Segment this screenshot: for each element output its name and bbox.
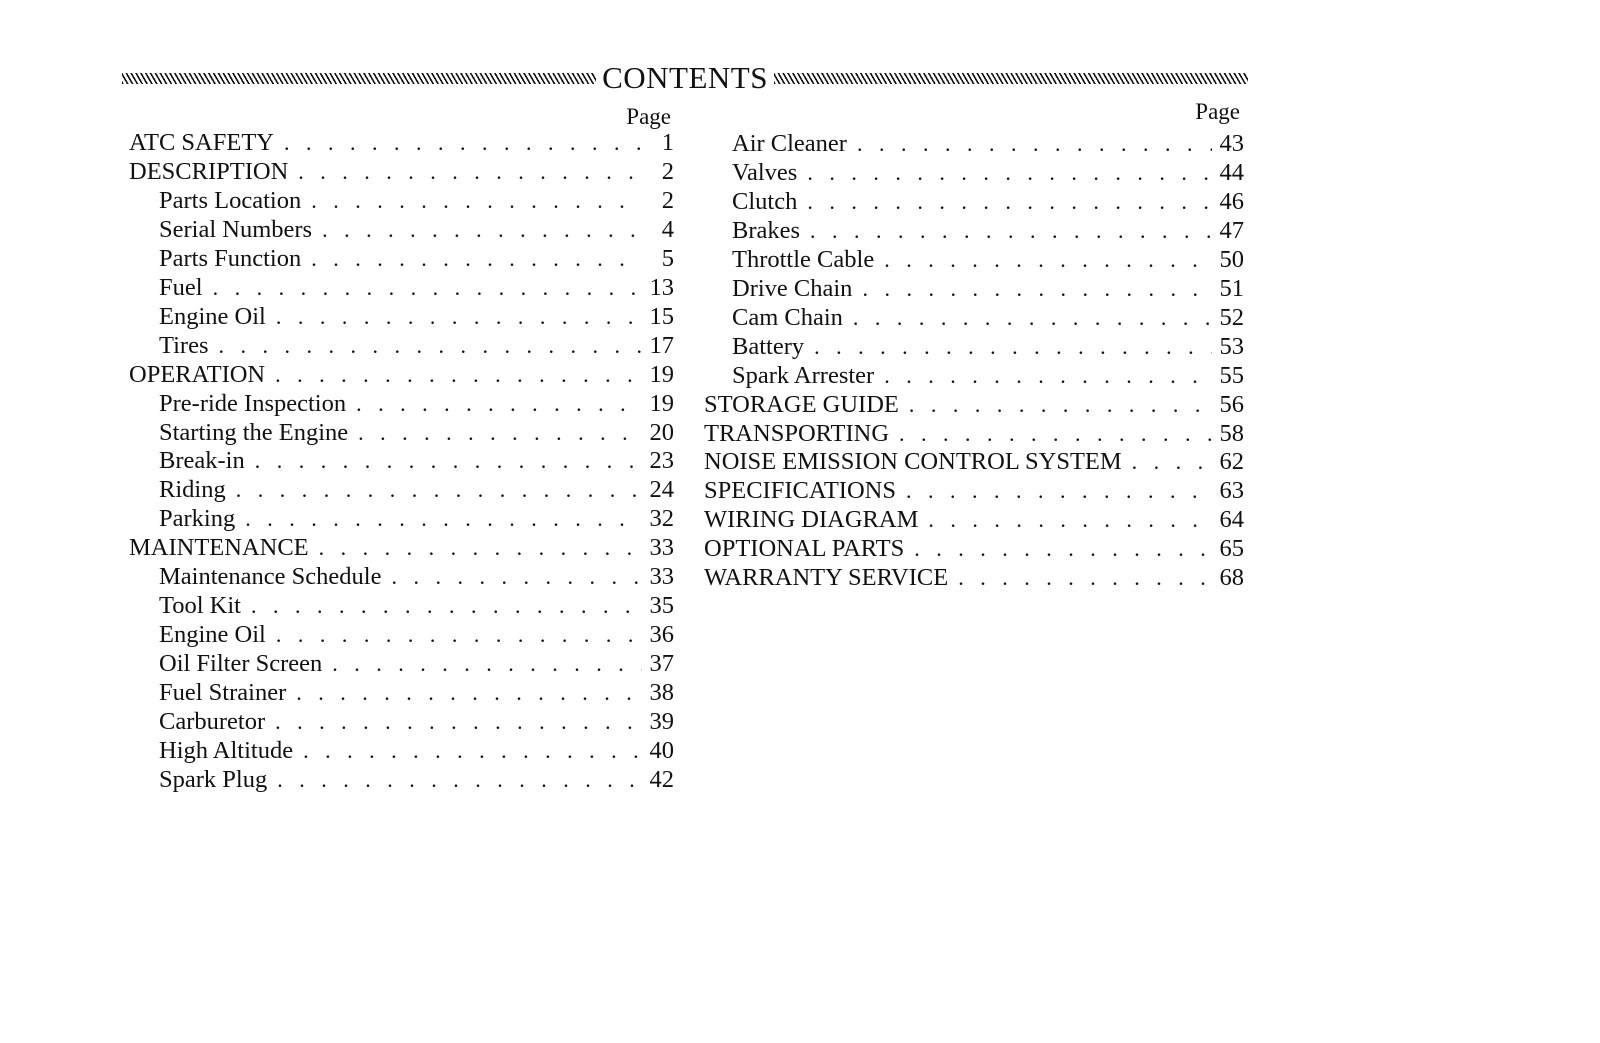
toc-entry[interactable] [704, 187, 1244, 217]
toc-entry[interactable] [129, 562, 674, 592]
toc-entry-label: Carburetor [159, 708, 266, 735]
toc-entry-label: Fuel [159, 273, 203, 301]
dot-leader [906, 476, 1212, 506]
toc-entry-label: Break-in [159, 447, 245, 475]
toc-entry[interactable] [129, 736, 674, 766]
dot-leader [928, 505, 1211, 535]
toc-entry-label: Air Cleaner [732, 130, 847, 157]
toc-entry-label: ATC SAFETY [129, 129, 274, 156]
toc-entry-page-number: 36 [649, 621, 674, 649]
toc-entry[interactable] [129, 533, 674, 563]
toc-entry-page-number: 23 [649, 447, 674, 475]
toc-entry-label: SPECIFICATIONS [704, 477, 896, 505]
toc-entry-page-number: 62 [1219, 448, 1244, 476]
dot-leader [356, 389, 641, 419]
dot-leader [899, 419, 1211, 449]
toc-entry-page-number: 39 [649, 708, 674, 735]
toc-entry[interactable] [129, 157, 674, 187]
toc-entry[interactable] [704, 390, 1244, 420]
dot-leader [1132, 447, 1212, 477]
toc-entry[interactable] [704, 505, 1244, 535]
toc-entry[interactable] [704, 129, 1244, 159]
toc-entry-label: Engine Oil [159, 621, 266, 649]
toc-entry-page-number: 44 [1219, 158, 1244, 186]
dot-leader [298, 157, 642, 187]
toc-entry-page-number: 53 [1219, 332, 1244, 360]
toc-entry-label: DESCRIPTION [129, 157, 289, 185]
toc-entry-page-number: 37 [649, 650, 674, 678]
dot-leader [391, 562, 641, 592]
toc-entry-page-number: 13 [649, 273, 674, 301]
dot-leader [245, 504, 641, 534]
toc-entry[interactable] [704, 447, 1244, 477]
left-hatch-rule [122, 73, 596, 84]
toc-entry-label: WIRING DIAGRAM [704, 506, 919, 534]
toc-entry-label: Valves [732, 158, 798, 186]
toc-entry[interactable] [704, 303, 1244, 333]
dot-leader [236, 475, 642, 505]
toc-entry-label: Brakes [732, 216, 801, 244]
dot-leader [909, 390, 1212, 420]
toc-entry[interactable] [704, 476, 1244, 506]
toc-entry[interactable] [129, 128, 674, 158]
toc-entry-page-number: 17 [649, 331, 674, 359]
toc-entry-label: Throttle Cable [732, 245, 875, 273]
dot-leader [884, 361, 1211, 391]
toc-entry-page-number: 2 [661, 186, 674, 214]
toc-entry-label: Serial Numbers [159, 215, 313, 243]
toc-entry-page-number: 65 [1219, 535, 1244, 563]
toc-entry-page-number: 42 [649, 765, 674, 793]
toc-entry[interactable] [129, 620, 674, 650]
toc-entry[interactable] [129, 475, 674, 505]
toc-entry[interactable] [704, 216, 1244, 246]
toc-entry[interactable] [129, 649, 674, 679]
toc-entry-label: Parking [159, 505, 236, 533]
toc-entry-label: Spark Arrester [732, 361, 875, 389]
toc-entry-label: Maintenance Schedule [159, 563, 382, 591]
toc-entry-label: Engine Oil [159, 302, 266, 330]
toc-entry-page-number: 19 [649, 389, 674, 417]
toc-entry[interactable] [129, 186, 674, 216]
toc-entry-page-number: 4 [661, 215, 674, 243]
contents-title-bar [122, 58, 1248, 98]
toc-entry[interactable] [704, 332, 1244, 362]
toc-entry-label: OPTIONAL PARTS [704, 535, 905, 563]
toc-entry-page-number: 19 [649, 360, 674, 388]
toc-entry-page-number: 20 [649, 418, 674, 446]
toc-entry[interactable] [129, 591, 674, 621]
toc-entry[interactable] [129, 446, 674, 476]
toc-entry-label: High Altitude [159, 736, 294, 764]
toc-entry[interactable] [704, 419, 1244, 449]
dot-leader [319, 533, 642, 563]
toc-entry-page-number: 24 [649, 476, 674, 504]
dot-leader [275, 707, 641, 737]
toc-entry-label: Clutch [732, 187, 798, 215]
toc-entry-label: Parts Location [159, 186, 302, 214]
dot-leader [810, 216, 1211, 246]
toc-entry-page-number: 40 [649, 736, 674, 764]
toc-entry-page-number: 43 [1219, 130, 1244, 157]
page-column-heading: Page [626, 104, 671, 129]
toc-entry-page-number: 50 [1219, 245, 1244, 273]
toc-entry[interactable] [129, 765, 674, 795]
dot-leader [296, 678, 641, 708]
toc-entry[interactable] [129, 273, 674, 303]
toc-entry[interactable] [704, 245, 1244, 275]
toc-entry-page-number: 56 [1219, 390, 1244, 418]
toc-entry-label: Pre-ride Inspection [159, 389, 347, 417]
toc-entry[interactable] [129, 360, 674, 390]
toc-entry[interactable] [704, 563, 1244, 593]
toc-entry[interactable] [129, 418, 674, 448]
dot-leader [251, 591, 642, 621]
toc-entry[interactable] [704, 534, 1244, 564]
toc-entry[interactable] [129, 302, 674, 332]
toc-entry-page-number: 32 [649, 505, 674, 533]
dot-leader [275, 360, 641, 390]
right-hatch-rule [774, 73, 1248, 84]
dot-leader [218, 331, 641, 361]
toc-entry-page-number: 1 [661, 129, 674, 156]
page-title: CONTENTS [602, 60, 768, 95]
toc-entry-page-number: 58 [1219, 419, 1244, 447]
toc-entry-page-number: 33 [649, 534, 674, 562]
toc-entry-label: Cam Chain [732, 303, 843, 331]
toc-entry-label: OPERATION [129, 360, 266, 388]
toc-entry-page-number: 55 [1219, 361, 1244, 389]
toc-entry[interactable] [129, 678, 674, 708]
dot-leader [862, 274, 1211, 304]
dot-leader [853, 303, 1212, 333]
toc-entry-page-number: 63 [1219, 477, 1244, 505]
toc-entry-label: Parts Function [159, 244, 302, 272]
dot-leader [311, 186, 642, 216]
dot-leader [958, 563, 1211, 593]
toc-entry-page-number: 15 [649, 302, 674, 330]
dot-leader [255, 446, 642, 476]
toc-entry[interactable] [129, 244, 674, 274]
dot-leader [857, 129, 1212, 159]
toc-entry-label: MAINTENANCE [129, 534, 309, 562]
toc-entry-page-number: 47 [1219, 216, 1244, 244]
toc-entry-label: STORAGE GUIDE [704, 390, 899, 418]
dot-leader [213, 273, 642, 303]
dot-leader [322, 215, 642, 245]
toc-entry[interactable] [129, 707, 674, 737]
toc-entry[interactable] [129, 215, 674, 245]
toc-entry-page-number: 5 [661, 244, 674, 272]
dot-leader [332, 649, 641, 679]
toc-entry[interactable] [129, 504, 674, 534]
dot-leader [814, 332, 1211, 362]
toc-entry-label: Spark Plug [159, 765, 268, 793]
toc-entry-page-number: 38 [649, 679, 674, 707]
toc-entry-label: Oil Filter Screen [159, 650, 323, 678]
toc-entry-label: Fuel Strainer [159, 679, 287, 707]
dot-leader [311, 244, 642, 274]
toc-entry-label: Starting the Engine [159, 418, 349, 446]
dot-leader [276, 620, 642, 650]
toc-entry-label: TRANSPORTING [704, 419, 890, 447]
dot-leader [884, 245, 1211, 275]
toc-entry[interactable] [704, 361, 1244, 391]
dot-leader [807, 187, 1211, 217]
toc-entry-page-number: 33 [649, 563, 674, 591]
toc-entry[interactable] [704, 274, 1244, 304]
dot-leader [303, 736, 641, 766]
toc-entry-page-number: 64 [1219, 506, 1244, 534]
toc-entry-label: Drive Chain [732, 274, 853, 302]
toc-entry-page-number: 35 [649, 592, 674, 620]
toc-entry-page-number: 2 [661, 157, 674, 185]
toc-entry-page-number: 68 [1219, 564, 1244, 592]
dot-leader [277, 765, 641, 795]
toc-entry-label: Tool Kit [159, 592, 241, 620]
toc-entry-page-number: 46 [1219, 187, 1244, 215]
toc-entry[interactable] [129, 331, 674, 361]
toc-entry-label: Battery [732, 332, 805, 360]
dot-leader [807, 158, 1211, 188]
toc-entry-label: Tires [159, 331, 209, 359]
toc-entry-label: Riding [159, 476, 226, 504]
dot-leader [914, 534, 1211, 564]
toc-entry-label: NOISE EMISSION CONTROL SYSTEM [704, 448, 1122, 476]
dot-leader [276, 302, 642, 332]
toc-entry-page-number: 52 [1219, 303, 1244, 331]
toc-entry[interactable] [704, 158, 1244, 188]
toc-entry-label: WARRANTY SERVICE [704, 564, 949, 592]
toc-entry[interactable] [129, 389, 674, 419]
dot-leader [358, 418, 641, 448]
dot-leader [284, 128, 642, 158]
toc-entry-page-number: 51 [1219, 274, 1244, 302]
page-column-heading: Page [1195, 99, 1240, 124]
